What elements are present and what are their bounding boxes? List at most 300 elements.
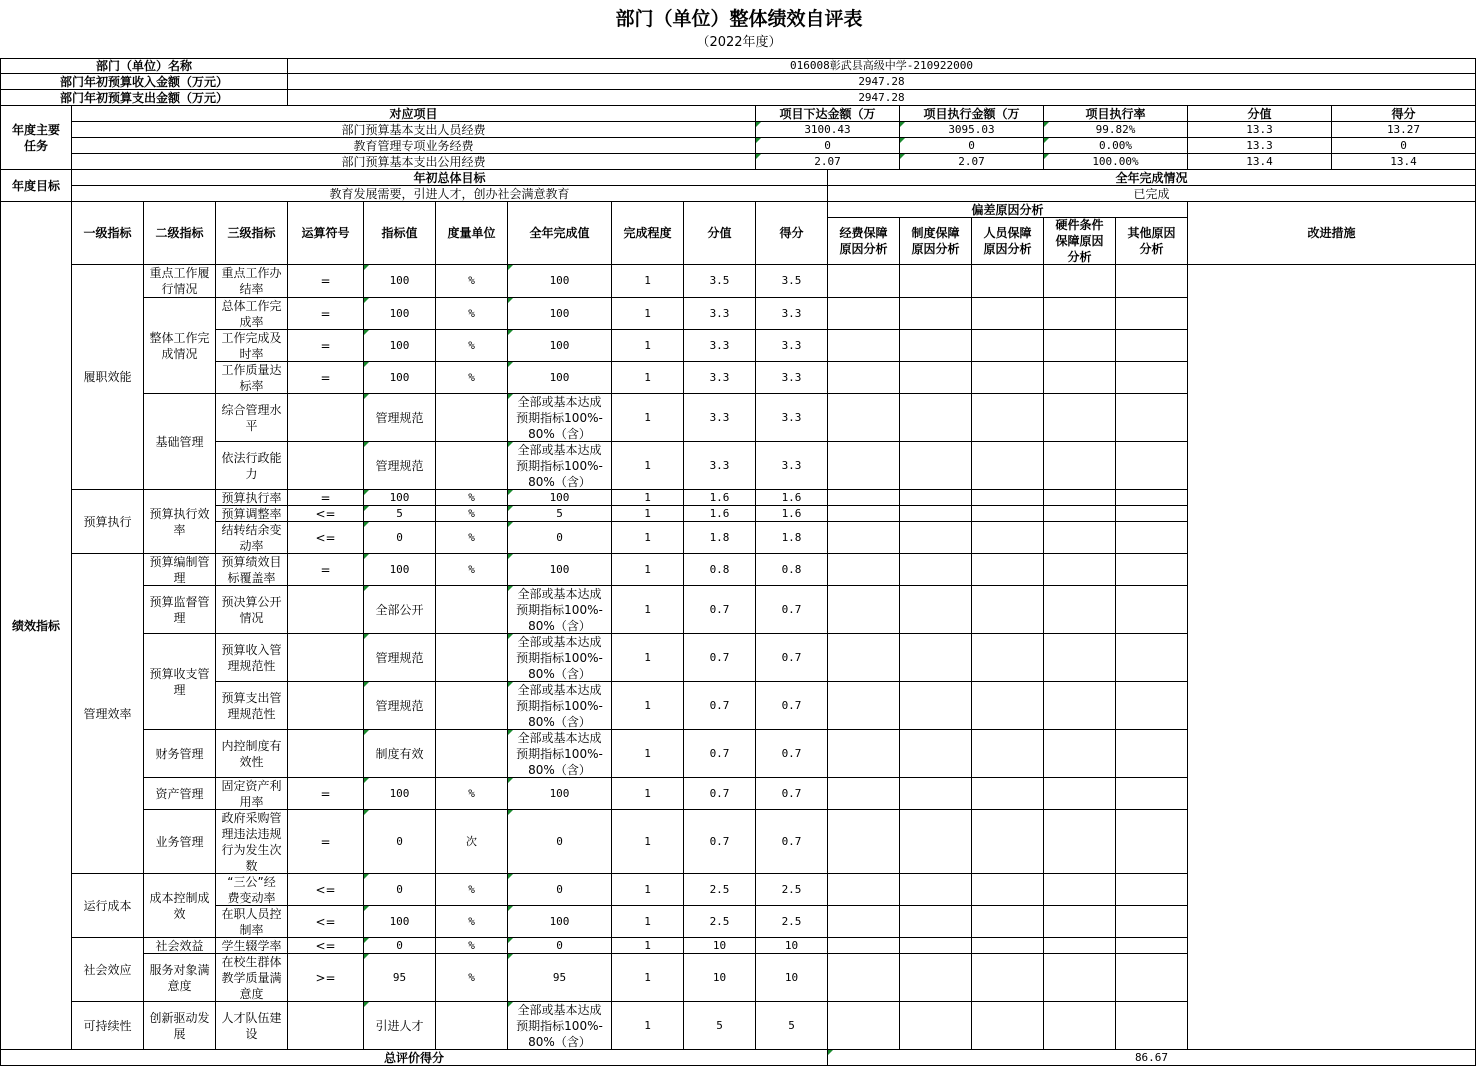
deviation-cell — [972, 330, 1044, 362]
indicator-score-cell: 0.7 — [756, 730, 828, 778]
deviation-cell — [1044, 330, 1116, 362]
indicator-l3-cell: 工作完成及 时率 — [216, 330, 288, 362]
level2-indicator: 重点工作履 行情况 — [144, 265, 216, 298]
deviation-cell — [1116, 954, 1188, 1002]
indicator-l3-cell: 预算调整率 — [216, 506, 288, 522]
indicator-unit-cell — [436, 442, 508, 490]
deviation-cell — [900, 265, 972, 298]
deviation-cell — [900, 554, 972, 586]
indicator-header-level1: 一级指标 — [72, 202, 144, 265]
deviation-cell — [900, 682, 972, 730]
deviation-cell — [900, 394, 972, 442]
indicator-annual-cell: 0 — [508, 522, 612, 554]
task-item-cell: 部门预算基本支出公用经费 — [72, 154, 756, 170]
indicator-op-cell: = — [288, 265, 364, 298]
task-score_value-cell: 13.3 — [1188, 138, 1332, 154]
deviation-cell — [972, 1002, 1044, 1050]
task-score_value-cell: 13.4 — [1188, 154, 1332, 170]
indicator-target-cell: 0 — [364, 938, 436, 954]
deviation-cell — [972, 522, 1044, 554]
task-header-issued: 项目下达金额（万 — [756, 106, 900, 122]
indicator-unit-cell: % — [436, 298, 508, 330]
deviation-cell — [972, 394, 1044, 442]
indicator-annual-cell: 0 — [508, 938, 612, 954]
indicator-unit-cell — [436, 682, 508, 730]
indicator-op-cell — [288, 1002, 364, 1050]
deviation-cell — [828, 1002, 900, 1050]
indicator-score-cell: 3.3 — [756, 442, 828, 490]
indicator-sv-cell: 3.3 — [684, 442, 756, 490]
indicator-target-cell: 管理规范 — [364, 634, 436, 682]
deviation-cell — [1116, 554, 1188, 586]
indicator-target-cell: 100 — [364, 298, 436, 330]
indicator-degree-cell: 1 — [612, 298, 684, 330]
indicator-score-cell: 0.7 — [756, 586, 828, 634]
deviation-cell — [900, 1002, 972, 1050]
indicator-sv-cell: 10 — [684, 938, 756, 954]
deviation-cell — [1044, 586, 1116, 634]
indicator-sv-cell: 0.7 — [684, 810, 756, 874]
deviation-cell — [828, 265, 900, 298]
indicator-l3-cell: 在校生群体 教学质量满 意度 — [216, 954, 288, 1002]
deviation-cell — [972, 874, 1044, 906]
deviation-cell — [828, 954, 900, 1002]
indicator-score-cell: 5 — [756, 1002, 828, 1050]
indicator-unit-cell — [436, 1002, 508, 1050]
indicator-degree-cell: 1 — [612, 810, 684, 874]
deviation-funding-header: 经费保障 原因分析 — [828, 218, 900, 265]
indicator-annual-cell: 0 — [508, 810, 612, 874]
indicator-sv-cell: 3.5 — [684, 265, 756, 298]
indicator-sv-cell: 0.7 — [684, 634, 756, 682]
income-value: 2947.28 — [288, 74, 1476, 90]
indicator-op-cell — [288, 730, 364, 778]
indicator-degree-cell: 1 — [612, 874, 684, 906]
task-item-cell: 教育管理专项业务经费 — [72, 138, 756, 154]
indicator-l3-cell: 在职人员控 制率 — [216, 906, 288, 938]
deviation-cell — [1044, 265, 1116, 298]
indicator-degree-cell: 1 — [612, 938, 684, 954]
task-header-score_value: 分值 — [1188, 106, 1332, 122]
indicator-sv-cell: 0.7 — [684, 730, 756, 778]
level2-indicator: 社会效益 — [144, 938, 216, 954]
deviation-cell — [1116, 810, 1188, 874]
indicator-target-cell: 制度有效 — [364, 730, 436, 778]
task-executed-cell: 2.07 — [900, 154, 1044, 170]
expense-label: 部门年初预算支出金额（万元） — [0, 90, 288, 106]
indicator-annual-cell: 全部或基本达成 预期指标100%- 80%（含） — [508, 634, 612, 682]
indicator-l3-cell: 工作质量达 标率 — [216, 362, 288, 394]
deviation-cell — [900, 730, 972, 778]
indicator-target-cell: 100 — [364, 362, 436, 394]
deviation-cell — [972, 554, 1044, 586]
indicator-score-cell: 1.6 — [756, 490, 828, 506]
level2-indicator: 服务对象满 意度 — [144, 954, 216, 1002]
indicator-op-cell: = — [288, 554, 364, 586]
deviation-cell — [1116, 634, 1188, 682]
indicator-unit-cell — [436, 394, 508, 442]
indicator-unit-cell: % — [436, 490, 508, 506]
initial-goal-header: 年初总体目标 — [72, 170, 828, 186]
deviation-cell — [900, 906, 972, 938]
indicator-l3-cell: 固定资产利 用率 — [216, 778, 288, 810]
indicator-op-cell — [288, 442, 364, 490]
indicator-annual-cell: 全部或基本达成 预期指标100%- 80%（含） — [508, 682, 612, 730]
level1-indicator: 社会效应 — [72, 938, 144, 1002]
indicator-l3-cell: 依法行政能 力 — [216, 442, 288, 490]
deviation-cell — [900, 522, 972, 554]
indicator-target-cell: 全部公开 — [364, 586, 436, 634]
indicator-op-cell: >= — [288, 954, 364, 1002]
level2-indicator: 业务管理 — [144, 810, 216, 874]
level2-indicator: 整体工作完 成情况 — [144, 298, 216, 394]
page-title: 部门（单位）整体绩效自评表 — [615, 8, 863, 30]
indicator-annual-cell: 100 — [508, 778, 612, 810]
deviation-cell — [1116, 1002, 1188, 1050]
indicator-header-level3: 三级指标 — [216, 202, 288, 265]
indicator-score-cell: 3.5 — [756, 265, 828, 298]
unit-name-label: 部门（单位）名称 — [0, 58, 288, 74]
deviation-other-header: 其他原因 分析 — [1116, 218, 1188, 265]
deviation-cell — [1044, 506, 1116, 522]
deviation-cell — [900, 954, 972, 1002]
indicator-score-cell: 3.3 — [756, 362, 828, 394]
indicator-score-cell: 0.8 — [756, 554, 828, 586]
task-score-cell: 0 — [1332, 138, 1476, 154]
deviation-cell — [828, 362, 900, 394]
indicator-sv-cell: 0.7 — [684, 778, 756, 810]
indicator-unit-cell: % — [436, 554, 508, 586]
task-issued-cell: 2.07 — [756, 154, 900, 170]
deviation-cell — [828, 906, 900, 938]
deviation-cell — [828, 586, 900, 634]
deviation-cell — [1116, 506, 1188, 522]
indicator-degree-cell: 1 — [612, 442, 684, 490]
deviation-cell — [900, 490, 972, 506]
deviation-cell — [828, 298, 900, 330]
indicator-score-cell: 0.7 — [756, 810, 828, 874]
deviation-cell — [828, 730, 900, 778]
indicator-unit-cell: % — [436, 522, 508, 554]
indicator-annual-cell: 100 — [508, 554, 612, 586]
indicator-op-cell: = — [288, 330, 364, 362]
indicator-header-degree: 完成程度 — [612, 202, 684, 265]
indicator-annual-cell: 5 — [508, 506, 612, 522]
deviation-cell — [1044, 906, 1116, 938]
deviation-cell — [828, 330, 900, 362]
deviation-hardware-header: 硬件条件 保障原因 分析 — [1044, 218, 1116, 265]
indicator-sv-cell: 1.6 — [684, 490, 756, 506]
deviation-cell — [1116, 298, 1188, 330]
indicator-annual-cell: 全部或基本达成 预期指标100%- 80%（含） — [508, 1002, 612, 1050]
indicator-degree-cell: 1 — [612, 1002, 684, 1050]
indicator-target-cell: 0 — [364, 522, 436, 554]
indicator-op-cell: = — [288, 298, 364, 330]
deviation-cell — [1116, 938, 1188, 954]
indicator-op-cell: <= — [288, 938, 364, 954]
indicator-l3-cell: 预算绩效目 标覆盖率 — [216, 554, 288, 586]
deviation-cell — [972, 265, 1044, 298]
deviation-cell — [828, 490, 900, 506]
task-executed-cell: 0 — [900, 138, 1044, 154]
indicator-annual-cell: 100 — [508, 298, 612, 330]
deviation-cell — [1116, 778, 1188, 810]
indicator-sv-cell: 1.6 — [684, 506, 756, 522]
indicator-target-cell: 5 — [364, 506, 436, 522]
deviation-cell — [1044, 810, 1116, 874]
indicator-annual-cell: 100 — [508, 265, 612, 298]
indicator-score-cell: 3.3 — [756, 394, 828, 442]
deviation-cell — [1116, 730, 1188, 778]
indicator-annual-cell: 100 — [508, 362, 612, 394]
level2-indicator: 预算收支管 理 — [144, 634, 216, 730]
indicator-target-cell: 0 — [364, 874, 436, 906]
indicator-annual-cell: 全部或基本达成 预期指标100%- 80%（含） — [508, 586, 612, 634]
deviation-cell — [828, 810, 900, 874]
task-score_value-cell: 13.3 — [1188, 122, 1332, 138]
indicator-target-cell: 100 — [364, 778, 436, 810]
unit-name-value: 016008彰武县高级中学-210922000 — [288, 58, 1476, 74]
deviation-cell — [828, 682, 900, 730]
indicator-unit-cell: % — [436, 938, 508, 954]
deviation-cell — [1044, 634, 1116, 682]
level1-indicator: 管理效率 — [72, 554, 144, 874]
indicator-l3-cell: 总体工作完 成率 — [216, 298, 288, 330]
indicator-degree-cell: 1 — [612, 522, 684, 554]
indicator-l3-cell: “三公”经 费变动率 — [216, 874, 288, 906]
deviation-cell — [900, 810, 972, 874]
indicator-target-cell: 100 — [364, 554, 436, 586]
deviation-personnel-header: 人员保障 原因分析 — [972, 218, 1044, 265]
indicator-target-cell: 管理规范 — [364, 394, 436, 442]
level1-indicator: 预算执行 — [72, 490, 144, 554]
indicator-annual-cell: 100 — [508, 906, 612, 938]
deviation-cell — [828, 394, 900, 442]
deviation-cell — [1116, 394, 1188, 442]
level2-indicator: 资产管理 — [144, 778, 216, 810]
level2-indicator: 成本控制成 效 — [144, 874, 216, 938]
annual-tasks-label: 年度主要 任务 — [0, 106, 72, 170]
level1-indicator: 履职效能 — [72, 265, 144, 490]
indicator-degree-cell: 1 — [612, 394, 684, 442]
indicator-op-cell — [288, 634, 364, 682]
indicator-degree-cell: 1 — [612, 362, 684, 394]
indicator-op-cell: <= — [288, 506, 364, 522]
level1-indicator: 可持续性 — [72, 1002, 144, 1050]
indicator-header-unit: 度量单位 — [436, 202, 508, 265]
indicator-unit-cell: % — [436, 778, 508, 810]
indicator-target-cell: 管理规范 — [364, 442, 436, 490]
indicator-target-cell: 100 — [364, 265, 436, 298]
deviation-cell — [972, 442, 1044, 490]
deviation-cell — [972, 490, 1044, 506]
indicator-sv-cell: 5 — [684, 1002, 756, 1050]
indicator-header-level2: 二级指标 — [144, 202, 216, 265]
indicator-target-cell: 100 — [364, 906, 436, 938]
deviation-cell — [900, 442, 972, 490]
level1-indicator: 运行成本 — [72, 874, 144, 938]
deviation-cell — [972, 906, 1044, 938]
indicator-degree-cell: 1 — [612, 906, 684, 938]
indicator-l3-cell: 综合管理水 平 — [216, 394, 288, 442]
deviation-cell — [1044, 298, 1116, 330]
deviation-header: 偏差原因分析 — [828, 202, 1188, 218]
deviation-cell — [972, 298, 1044, 330]
deviation-cell — [900, 874, 972, 906]
indicator-header-score: 得分 — [756, 202, 828, 265]
deviation-cell — [1044, 490, 1116, 506]
task-issued-cell: 3100.43 — [756, 122, 900, 138]
deviation-cell — [900, 778, 972, 810]
indicator-target-cell: 100 — [364, 330, 436, 362]
indicator-sv-cell: 1.8 — [684, 522, 756, 554]
level2-indicator: 预算监督管 理 — [144, 586, 216, 634]
indicator-score-cell: 3.3 — [756, 298, 828, 330]
indicator-header-annual: 全年完成值 — [508, 202, 612, 265]
indicator-target-cell: 引进人才 — [364, 1002, 436, 1050]
indicator-annual-cell: 全部或基本达成 预期指标100%- 80%（含） — [508, 442, 612, 490]
indicator-unit-cell — [436, 730, 508, 778]
indicators-label: 绩效指标 — [0, 202, 72, 1050]
task-header-rate: 项目执行率 — [1044, 106, 1188, 122]
page-subtitle: （2022年度） — [696, 35, 782, 50]
indicator-sv-cell: 3.3 — [684, 298, 756, 330]
deviation-cell — [1116, 442, 1188, 490]
indicator-sv-cell: 0.7 — [684, 682, 756, 730]
task-issued-cell: 0 — [756, 138, 900, 154]
indicator-annual-cell: 95 — [508, 954, 612, 1002]
deviation-cell — [828, 634, 900, 682]
deviation-cell — [828, 778, 900, 810]
indicator-l3-cell: 政府采购管 理违法违规 行为发生次 数 — [216, 810, 288, 874]
indicator-sv-cell: 10 — [684, 954, 756, 1002]
level2-indicator: 预算编制管 理 — [144, 554, 216, 586]
income-label: 部门年初预算收入金额（万元） — [0, 74, 288, 90]
indicator-degree-cell: 1 — [612, 265, 684, 298]
indicator-unit-cell — [436, 634, 508, 682]
level2-indicator: 预算执行效 率 — [144, 490, 216, 554]
indicator-degree-cell: 1 — [612, 954, 684, 1002]
total-value: 86.67 — [828, 1050, 1476, 1066]
deviation-cell — [1116, 362, 1188, 394]
indicator-sv-cell: 0.7 — [684, 586, 756, 634]
indicator-op-cell: <= — [288, 874, 364, 906]
deviation-cell — [972, 506, 1044, 522]
indicator-degree-cell: 1 — [612, 730, 684, 778]
indicator-op-cell — [288, 586, 364, 634]
indicator-sv-cell: 0.8 — [684, 554, 756, 586]
deviation-cell — [1044, 682, 1116, 730]
task-rate-cell: 100.00% — [1044, 154, 1188, 170]
task-header-score: 得分 — [1332, 106, 1476, 122]
deviation-cell — [1116, 906, 1188, 938]
deviation-cell — [828, 874, 900, 906]
indicator-op-cell — [288, 682, 364, 730]
initial-goal-value: 教育发展需要，引进人才，创办社会满意教育 — [72, 186, 828, 202]
deviation-cell — [1044, 522, 1116, 554]
deviation-cell — [900, 298, 972, 330]
deviation-cell — [1116, 682, 1188, 730]
indicator-l3-cell: 学生辍学率 — [216, 938, 288, 954]
deviation-cell — [972, 810, 1044, 874]
indicator-annual-cell: 全部或基本达成 预期指标100%- 80%（含） — [508, 394, 612, 442]
deviation-cell — [1044, 938, 1116, 954]
level2-indicator: 财务管理 — [144, 730, 216, 778]
deviation-cell — [972, 938, 1044, 954]
deviation-cell — [828, 442, 900, 490]
deviation-cell — [1044, 442, 1116, 490]
indicator-l3-cell: 预决算公开 情况 — [216, 586, 288, 634]
indicator-l3-cell: 预算收入管 理规范性 — [216, 634, 288, 682]
deviation-cell — [1044, 730, 1116, 778]
level2-indicator: 创新驱动发 展 — [144, 1002, 216, 1050]
indicator-score-cell: 0.7 — [756, 634, 828, 682]
indicator-unit-cell: 次 — [436, 810, 508, 874]
completion-value: 已完成 — [828, 186, 1476, 202]
deviation-cell — [972, 682, 1044, 730]
indicator-score-cell: 2.5 — [756, 874, 828, 906]
completion-header: 全年完成情况 — [828, 170, 1476, 186]
indicator-target-cell: 0 — [364, 810, 436, 874]
deviation-cell — [1044, 778, 1116, 810]
deviation-cell — [1044, 362, 1116, 394]
deviation-cell — [1116, 490, 1188, 506]
task-rate-cell: 99.82% — [1044, 122, 1188, 138]
task-header-executed: 项目执行金额（万 — [900, 106, 1044, 122]
improve-cell — [1188, 265, 1476, 1050]
total-label: 总评价得分 — [0, 1050, 828, 1066]
indicator-target-cell: 100 — [364, 490, 436, 506]
deviation-cell — [972, 362, 1044, 394]
indicator-unit-cell: % — [436, 954, 508, 1002]
indicator-score-cell: 0.7 — [756, 682, 828, 730]
indicator-op-cell — [288, 394, 364, 442]
indicator-unit-cell: % — [436, 362, 508, 394]
indicator-op-cell: = — [288, 778, 364, 810]
deviation-cell — [972, 730, 1044, 778]
indicator-l3-cell: 结转结余变 动率 — [216, 522, 288, 554]
deviation-cell — [1044, 554, 1116, 586]
deviation-cell — [1116, 265, 1188, 298]
indicator-score-cell: 10 — [756, 938, 828, 954]
indicator-unit-cell: % — [436, 874, 508, 906]
indicator-l3-cell: 人才队伍建 设 — [216, 1002, 288, 1050]
indicator-target-cell: 95 — [364, 954, 436, 1002]
indicator-score-cell: 3.3 — [756, 330, 828, 362]
deviation-cell — [972, 586, 1044, 634]
indicator-degree-cell: 1 — [612, 330, 684, 362]
indicator-degree-cell: 1 — [612, 490, 684, 506]
deviation-cell — [1116, 330, 1188, 362]
indicator-score-cell: 0.7 — [756, 778, 828, 810]
indicator-op-cell: = — [288, 362, 364, 394]
indicator-sv-cell: 2.5 — [684, 906, 756, 938]
indicator-annual-cell: 100 — [508, 330, 612, 362]
indicator-l3-cell: 内控制度有 效性 — [216, 730, 288, 778]
deviation-cell — [828, 522, 900, 554]
indicator-degree-cell: 1 — [612, 554, 684, 586]
task-rate-cell: 0.00% — [1044, 138, 1188, 154]
task-item-cell: 部门预算基本支出人员经费 — [72, 122, 756, 138]
task-score-cell: 13.27 — [1332, 122, 1476, 138]
indicator-annual-cell: 0 — [508, 874, 612, 906]
task-score-cell: 13.4 — [1332, 154, 1476, 170]
indicator-degree-cell: 1 — [612, 778, 684, 810]
indicator-op-cell: <= — [288, 522, 364, 554]
indicator-header-operator: 运算符号 — [288, 202, 364, 265]
indicator-unit-cell: % — [436, 506, 508, 522]
deviation-cell — [1116, 874, 1188, 906]
